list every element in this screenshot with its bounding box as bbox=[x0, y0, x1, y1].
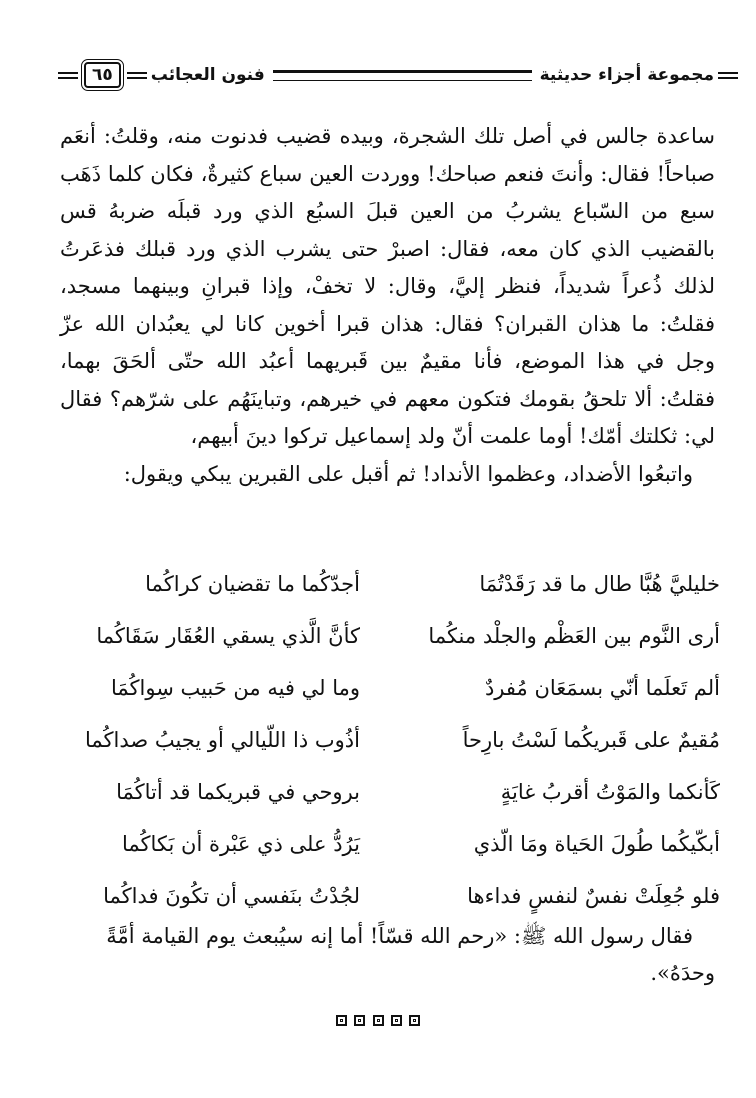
header-ornament-right bbox=[718, 72, 738, 79]
verse-first-hemistich: خليليَّ هُبَّا طال ما قد رَقَدْتُمَا bbox=[479, 572, 720, 596]
verse-second-hemistich: أذُوب ذا اللّيالي أو يجيبُ صداكُما bbox=[84, 728, 360, 752]
verse-second-hemistich: وما لي فيه من حَبيب سِواكُمَا bbox=[110, 676, 360, 700]
page-number: ٦٥ bbox=[84, 62, 121, 88]
verse-second-hemistich: كأنَّ الَّذي يسقي العُقَار سَقَاكُما bbox=[96, 624, 360, 648]
header-ornament-mid bbox=[127, 72, 147, 79]
closing-text bbox=[60, 918, 715, 992]
header-rule bbox=[273, 70, 532, 81]
verse-first-hemistich: فلو جُعِلَتْ نفسٌ لنفسٍ فداءها bbox=[467, 884, 720, 908]
page-footer-ornament bbox=[0, 1014, 756, 1030]
verse-first-hemistich: أرى النَّوم بين العَظْم والجلْد منكُما bbox=[428, 624, 720, 648]
verse-first-hemistich: كَأنكما والمَوْتُ أقربُ غايَةٍ bbox=[500, 780, 720, 804]
poem-verse bbox=[60, 766, 720, 818]
ornament-square-icon bbox=[354, 1015, 365, 1026]
paragraph: واتبعُوا الأضداد، وعظموا الأنداد! ثم أقبل على القبرين يبكي ويقول: bbox=[123, 461, 693, 486]
verse-second-hemistich: لجُدْتُ بنَفسي أن تكُونَ فداكُما bbox=[103, 884, 360, 908]
ornament-square-icon bbox=[391, 1015, 402, 1026]
poem-verse bbox=[60, 558, 720, 610]
chapter-title: فنون العجائب bbox=[150, 65, 265, 85]
body-text bbox=[60, 118, 715, 493]
ornament-square-icon bbox=[336, 1015, 347, 1026]
page-header bbox=[58, 62, 738, 88]
paragraph: ساعدة جالس في أصل تلك الشجرة، وبيده قضيب فدنوت منه، وقلتُ: أنعَم صباحاً! فقال: وأنتَ فنعم صباحك! ووردت العين سباع كثيرةٌ، فكان كلما ذَهَب سبع من السّباع يشربُ من العين قبلَ السبُع الذي ورد قبلَه ضربهُ قس بالقضيب الذي كان معه، فقال: اصبرْ حتى يشرب الذي ورد قبلك فذعَرتُ لذلك ذُعراً شديداً، فنظر إليَّ، وقال: لا تخفْ، وإذا قبرانِ وبينهما مسجد، فقلتُ: ما هذان القبران؟ فقال: هذان قبرا أخوين كانا لي يعبُدان الله عزّ وجل في هذا الموضع، فأنا مقيمٌ بين قَبريهما أعبُد الله حتّى ألحَقَ بهما، فقلتُ: ألا تلحقُ بقومك فتكون معهم في خيرهم، وتباينَهُم على شرّهم؟ فقال لي: ثكلتك أمّك! أوما علمت أنّ ولد إسماعيل تركوا دينَ أبيهم، bbox=[60, 124, 716, 448]
poem-verse bbox=[60, 818, 720, 870]
verse-first-hemistich: مُقيمٌ على قَبريكُما لَسْتُ بارِحاً bbox=[462, 728, 720, 752]
poem-verse bbox=[60, 662, 720, 714]
poem-verse bbox=[60, 870, 720, 922]
closing-paragraph: فقال رسول الله ﷺ: «رحم الله قسّاً! أما إنه سيُبعث يوم القيامة أمَّةً وحدَهُ». bbox=[106, 924, 715, 985]
poem bbox=[60, 558, 720, 922]
verse-first-hemistich: ألم تَعلَما أنّي بسمَعَان مُفردٌ bbox=[484, 676, 720, 700]
verse-second-hemistich: بروحي في قبريكما قد أتاكُمَا bbox=[116, 780, 360, 804]
ornament-square-icon bbox=[373, 1015, 384, 1026]
verse-second-hemistich: أجدّكُما ما تقضيان كراكُما bbox=[145, 572, 360, 596]
poem-verse bbox=[60, 610, 720, 662]
book-title: مجموعة أجزاء حديثية bbox=[539, 65, 714, 85]
ornament-square-icon bbox=[409, 1015, 420, 1026]
poem-verse bbox=[60, 714, 720, 766]
header-ornament-left bbox=[58, 72, 78, 79]
verse-first-hemistich: أبكّيكُما طُولَ الحَياة ومَا الّذي bbox=[473, 832, 720, 856]
verse-second-hemistich: يَرُدُّ على ذي عَبْرة أن بَكاكُما bbox=[121, 832, 360, 856]
